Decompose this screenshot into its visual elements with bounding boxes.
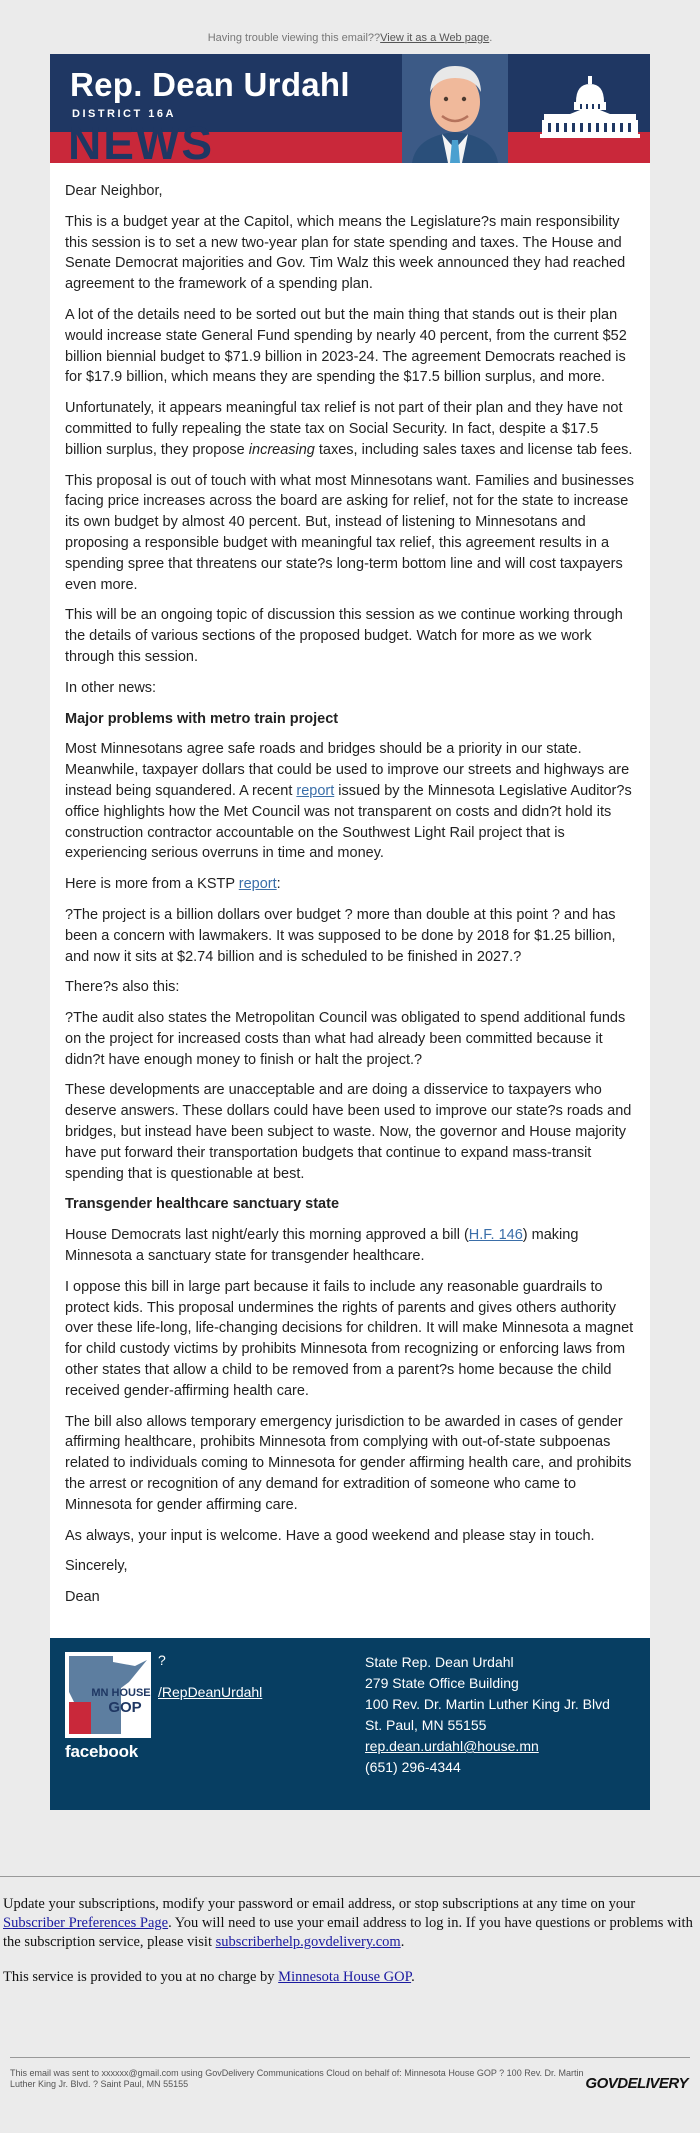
text-span: : [276,876,281,893]
email-link[interactable]: rep.dean.urdahl@house.mn [365,1738,539,1755]
service-provided-paragraph [3,1968,697,1987]
paragraph-kstp [65,874,635,895]
paragraph-tax-relief [65,398,635,460]
paragraph-bill-approved [65,1225,635,1267]
minnesota-map-icon [65,1652,151,1738]
text-span: House Democrats last night/early this morning approved a bill ( [65,1227,469,1244]
text-span: Update your subscriptions, modify your password or email address, or stop subscriptions at any time on your [3,1896,636,1913]
address-building: 279 State Office Building [365,1675,519,1692]
subscriber-preferences-link[interactable]: Subscriber Preferences Page [3,1915,169,1932]
newsletter-body [50,163,650,1638]
subscription-info [0,1810,700,1987]
address-name: State Rep. Dean Urdahl [365,1654,514,1671]
paragraph-roads-bridges [65,739,635,864]
preheader-period: . [489,32,493,44]
subscriber-help-link[interactable]: subscriberhelp.govdelivery.com [215,1934,401,1951]
address-street: 100 Rev. Dr. Martin Luther King Jr. Blvd [365,1696,610,1713]
text-span: . You will need to use your email address to log in. If you have questions or problems with the subscription service, please visit [3,1915,693,1951]
text-span: taxes, including sales taxes and license tab fees. [314,441,633,458]
subhead-metro-train: Major problems with metro train project [65,710,339,727]
paragraph-ongoing-topic: This will be an ongoing topic of discussion this session as we continue working through the details of various sections of the proposed budget. Watch for more as we work through this session. [65,607,623,665]
facebook-question-mark: ? [158,1652,166,1669]
signature: Dean [65,1589,100,1606]
logo-text-gop: GOP [108,1699,142,1717]
divider [10,2057,690,2058]
minnesota-house-gop-link[interactable]: Minnesota House GOP [278,1969,412,1986]
paragraph-jurisdiction: The bill also allows temporary emergency jurisdiction to be awarded in cases of gender affirming healthcare, prohibits Minnesota from complying with out-of-state subpoenas related to individuals coming to Minnesota for gender affirming health care, and prohibits the arrest or recognition of any demand for extradition of someone who came to Minnesota for gender affirming care. [65,1413,632,1513]
header-rep-name: Rep. Dean Urdahl [70,66,350,103]
email-container [50,54,650,1810]
text-span: . [411,1969,415,1986]
facebook-handle-link[interactable]: /RepDeanUrdahl [158,1684,263,1701]
facebook-wordmark: facebook [65,1742,139,1762]
view-web-page-link[interactable]: View it as a Web page [380,32,490,44]
address-city: St. Paul, MN 55155 [365,1717,487,1734]
emphasis-text: increasing [248,441,315,458]
contact-address [365,1652,610,1778]
contact-footer [50,1638,650,1810]
quote-budget-overrun: ?The project is a billion dollars over budget ? more than double at this point ? and has been a concern with lawmakers. It was supposed to be done by 2018 for $1.25 billion, and now it sits at $2.74 billion and is scheduled to be finished in 2027.? [65,906,616,965]
text-span: . [400,1934,405,1951]
paragraph-spending-increase: A lot of the details need to be sorted out but the main thing that stands out is their plan would increase state General Fund spending by nearly 40 percent, from the current $52 billion biennial budget to $71.9 billion in 2023-24. The agreement Democrats reached is for $17.9 billion, which means they are spending the $17.5 billion surplus, and more. [65,306,627,386]
newsletter-header [50,54,650,163]
kstp-report-link[interactable]: report [238,876,277,893]
header-news-wordmark: NEWS [68,117,214,163]
subscription-paragraph [3,1895,697,1952]
preheader-text: Having trouble viewing this email?? [207,32,381,44]
legal-text: This email was sent to xxxxxx@gmail.com using GovDelivery Communications Cloud on behalf of: Minnesota House GOP ? 100 Rev. Dr. Martin Luther King Jr. Blvd. ? Saint Paul, MN 55155 [10,2068,584,2090]
mn-house-gop-logo[interactable] [65,1652,151,1738]
divider [0,1876,700,1877]
text-span: Unfortunately, it appears meaningful tax relief is not part of their plan and they have not committed to fully repealing the state tax on Social Security. In fact, despite a $17.5 billion surplus, they propose [65,400,623,458]
address-phone: (651) 296-4344 [365,1759,461,1776]
paragraph-other-news: In other news: [65,679,157,696]
facebook-block[interactable] [65,1652,155,1762]
paragraph-unacceptable: These developments are unacceptable and are doing a disservice to taxpayers who deserve answers. These dollars could have been used to improve our state?s roads and bridges, but instead have been subject to waste. Now, the governor and House majority have put forward their transportation budgets that continue to expand mass-transit spending that is questionable at best. [65,1082,632,1182]
logo-text-mn-house: MN HOUSE [91,1687,151,1700]
quote-audit: ?The audit also states the Metropolitan Council was obligated to spend additional funds on the project for increased costs than what had already been committed because it didn?t have enough money to finish or halt the project.? [65,1010,626,1068]
closing: Sincerely, [65,1558,128,1575]
paragraph-out-of-touch: This proposal is out of touch with what most Minnesotans want. Families and businesses facing price increases across the board are asking for relief, not for the state to increase its own budget by almost 40 percent. But, instead of listening to Minnesotans and proposing a responsible budget with meaningful tax relief, this agreement results in a spending spree that threatens our state?s long-term bottom line and will cost taxpayers even more. [65,472,634,593]
text-span: This service is provided to you at no charge by [3,1969,279,1986]
auditor-report-link[interactable]: report [296,782,335,799]
preheader [0,0,700,54]
greeting: Dear Neighbor, [65,183,163,199]
header-district: DISTRICT 16A [72,108,176,120]
subhead-transgender: Transgender healthcare sanctuary state [65,1196,340,1213]
representative-photo [402,54,508,163]
capitol-building-icon [540,76,640,138]
paragraph-budget-intro: This is a budget year at the Capitol, which means the Legislature?s main responsibility this session is to set a new two-year plan for state spending and taxes. The House and Senate Democrat majorities and Gov. Tim Walz this week announced they had reached agreement to the framework of a spending plan. [65,213,626,293]
paragraph-theres-also: There?s also this: [65,979,180,996]
text-span: Here is more from a KSTP [65,876,239,893]
text-span: Most Minnesotans agree safe roads and bridges should be a priority in our state. Meanwhile, taxpayer dollars that could be used to improve our streets and highways are instead being squandered. A recent [65,741,630,799]
paragraph-input-welcome: As always, your input is welcome. Have a good weekend and please stay in touch. [65,1527,595,1544]
legal-footer [0,2057,700,2133]
govdelivery-logo[interactable]: GOVDELIVERY [585,2075,688,2093]
text-span: ) making Minnesota a sanctuary state for transgender healthcare. [65,1227,579,1265]
hf-146-link[interactable]: H.F. 146 [468,1227,523,1244]
paragraph-oppose-bill: I oppose this bill in large part because it fails to include any reasonable guardrails to protect kids. This proposal undermines the rights of parents and gives others authority over these life-long, life-changing decisions for children. It will make Minnesota a magnet for child custody victims by prohibits Minnesota from recognizing or enforcing laws from other states that allow a child to be removed from a parent?s home because the child received gender-affirming health care. [65,1278,634,1399]
text-span: issued by the Minnesota Legislative Auditor?s office highlights how the Met Council was not transparent on costs and didn?t hold its construction contractor accountable on the Southwest Light Rail project that is experiencing serious overruns in time and money. [65,782,632,862]
